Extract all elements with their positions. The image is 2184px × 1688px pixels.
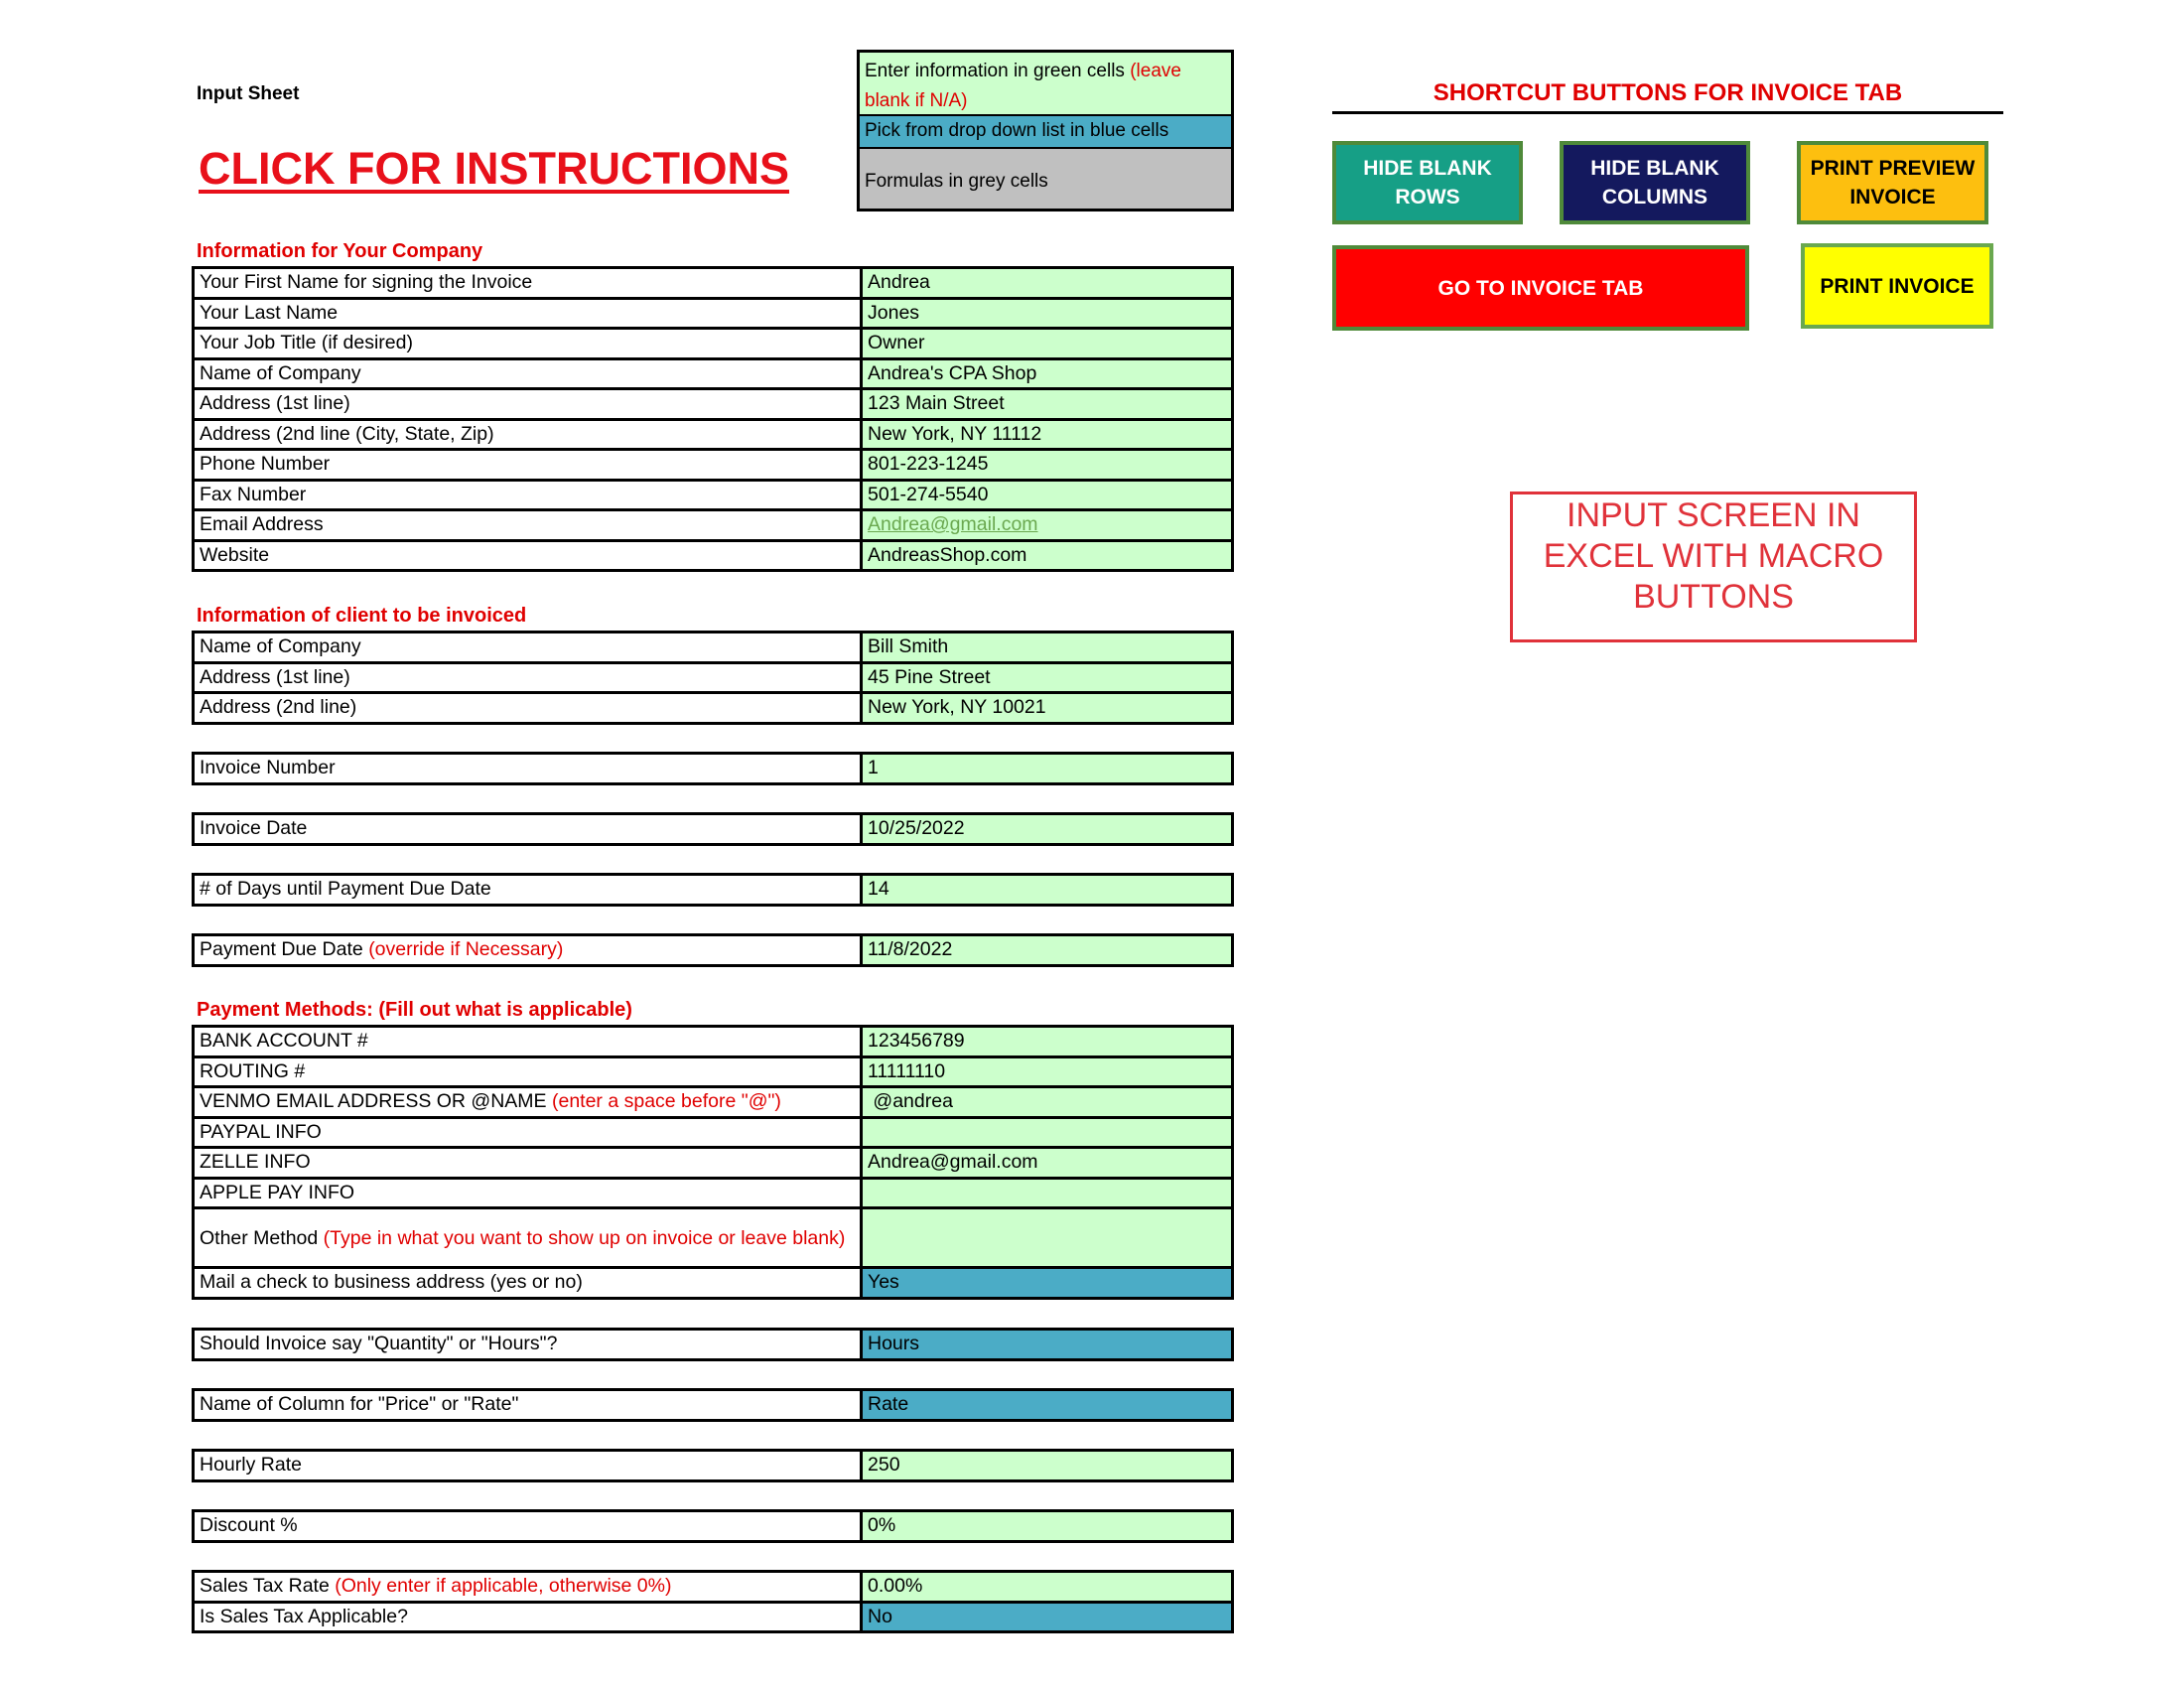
sales-tax-applicable-label: Is Sales Tax Applicable? [194,1602,862,1632]
table-row [194,693,1233,724]
client-info-table [192,631,1234,725]
table-row [194,298,1233,329]
payment-due-date-input[interactable]: 11/8/2022 [862,935,1233,966]
venmo-note: (enter a space before "@") [551,1090,781,1113]
table-row [194,358,1233,389]
client-name-input[interactable]: Bill Smith [862,633,1233,663]
table-row [194,329,1233,359]
bank-account-input[interactable]: 123456789 [862,1027,1233,1057]
table-row [194,450,1233,481]
invoice-number-input[interactable]: 1 [862,754,1233,784]
table-row [194,1390,1233,1421]
table-row [194,1056,1233,1087]
sales-tax-rate-input[interactable]: 0.00% [862,1572,1233,1603]
apple-pay-input[interactable] [862,1178,1233,1208]
table-row [194,1451,1233,1481]
other-method-label-text: Other Method [200,1226,319,1249]
venmo-label-text: VENMO EMAIL ADDRESS OR @NAME [200,1090,547,1113]
company-last-name-input[interactable]: Jones [862,298,1233,329]
other-method-input[interactable] [862,1208,1233,1268]
client-address2-label: Address (2nd line) [194,693,862,724]
annotation-note: INPUT SCREEN IN EXCEL WITH MACRO BUTTONS [1510,492,1917,642]
hourly-rate-table [192,1449,1234,1482]
sales-tax-applicable-select[interactable]: No [862,1602,1233,1632]
company-phone-label: Phone Number [194,450,862,481]
routing-label: ROUTING # [194,1056,862,1087]
company-email-input[interactable]: Andrea@gmail.com [862,510,1233,541]
hourly-rate-label: Hourly Rate [194,1451,862,1481]
quantity-or-hours-label: Should Invoice say "Quantity" or "Hours"? [194,1330,862,1360]
price-or-rate-label: Name of Column for "Price" or "Rate" [194,1390,862,1421]
table-row [194,1602,1233,1632]
company-email-label: Email Address [194,510,862,541]
paypal-input[interactable] [862,1117,1233,1148]
table-row [194,480,1233,510]
hide-blank-columns-button[interactable]: HIDE BLANK COLUMNS [1560,141,1750,224]
payment-methods-table [192,1025,1234,1300]
legend-green-note: (leave blank if N/A) [865,61,1181,111]
legend-green [860,53,1231,116]
venmo-input[interactable]: @andrea [862,1087,1233,1118]
hide-blank-rows-button[interactable]: HIDE BLANK ROWS [1332,141,1523,224]
legend-blue: Pick from drop down list in blue cells [860,116,1231,149]
table-row [194,1208,1233,1268]
table-row [194,268,1233,299]
days-until-due-input[interactable]: 14 [862,875,1233,906]
payment-due-date-label-text: Payment Due Date [200,938,363,961]
company-address2-input[interactable]: New York, NY 11112 [862,419,1233,450]
legend-green-text: Enter information in green cells [865,61,1125,81]
go-to-invoice-tab-button[interactable]: GO TO INVOICE TAB [1332,245,1749,331]
sales-tax-rate-label-text: Sales Tax Rate [200,1575,330,1598]
table-row [194,1027,1233,1057]
sales-tax-rate-note: (Only enter if applicable, otherwise 0%) [335,1575,672,1598]
invoice-date-table [192,812,1234,846]
client-name-label: Name of Company [194,633,862,663]
hourly-rate-input[interactable]: 250 [862,1451,1233,1481]
table-row [194,510,1233,541]
table-row [194,633,1233,663]
table-row [194,875,1233,906]
table-row [194,419,1233,450]
company-section-heading: Information for Your Company [197,240,483,262]
invoice-date-label: Invoice Date [194,814,862,845]
company-address2-label: Address (2nd line (City, State, Zip) [194,419,862,450]
paypal-label: PAYPAL INFO [194,1117,862,1148]
price-or-rate-table [192,1388,1234,1422]
table-row [194,1087,1233,1118]
company-fax-input[interactable]: 501-274-5540 [862,480,1233,510]
company-name-label: Name of Company [194,358,862,389]
company-phone-input[interactable]: 801-223-1245 [862,450,1233,481]
discount-label: Discount % [194,1511,862,1542]
table-row [194,814,1233,845]
instructions-link[interactable]: CLICK FOR INSTRUCTIONS [199,143,789,194]
routing-input[interactable]: 11111110 [862,1056,1233,1087]
table-row [194,1572,1233,1603]
table-row [194,389,1233,420]
quantity-or-hours-table [192,1328,1234,1361]
other-method-label [194,1208,862,1268]
company-info-table [192,266,1234,572]
table-row [194,1268,1233,1299]
client-address1-label: Address (1st line) [194,662,862,693]
mail-check-select[interactable]: Yes [862,1268,1233,1299]
company-address1-label: Address (1st line) [194,389,862,420]
company-first-name-label: Your First Name for signing the Invoice [194,268,862,299]
company-address1-input[interactable]: 123 Main Street [862,389,1233,420]
company-name-input[interactable]: Andrea's CPA Shop [862,358,1233,389]
color-legend [857,50,1234,211]
client-address2-input[interactable]: New York, NY 10021 [862,693,1233,724]
invoice-date-input[interactable]: 10/25/2022 [862,814,1233,845]
sheet-title: Input Sheet [197,83,300,104]
zelle-input[interactable]: Andrea@gmail.com [862,1148,1233,1179]
payment-due-date-table [192,933,1234,967]
company-job-title-input[interactable]: Owner [862,329,1233,359]
table-row [194,1117,1233,1148]
company-last-name-label: Your Last Name [194,298,862,329]
price-or-rate-select[interactable]: Rate [862,1390,1233,1421]
apple-pay-label: APPLE PAY INFO [194,1178,862,1208]
shortcut-divider [1332,111,2003,114]
venmo-label [194,1087,862,1118]
company-first-name-input[interactable]: Andrea [862,268,1233,299]
quantity-or-hours-select[interactable]: Hours [862,1330,1233,1360]
sales-tax-rate-label [194,1572,862,1603]
shortcut-title: SHORTCUT BUTTONS FOR INVOICE TAB [1433,79,1903,106]
table-row [194,754,1233,784]
client-address1-input[interactable]: 45 Pine Street [862,662,1233,693]
zelle-label: ZELLE INFO [194,1148,862,1179]
company-website-input[interactable]: AndreasShop.com [862,540,1233,571]
legend-grey: Formulas in grey cells [860,149,1231,209]
table-row [194,935,1233,966]
company-fax-label: Fax Number [194,480,862,510]
table-row [194,1511,1233,1542]
days-until-due-label: # of Days until Payment Due Date [194,875,862,906]
table-row [194,1330,1233,1360]
table-row [194,540,1233,571]
days-until-due-table [192,873,1234,907]
company-website-label: Website [194,540,862,571]
other-method-note: (Type in what you want to show up on invoice or leave blank) [323,1226,846,1249]
table-row [194,662,1233,693]
table-row [194,1178,1233,1208]
payment-due-date-note: (override if Necessary) [368,938,564,961]
company-job-title-label: Your Job Title (if desired) [194,329,862,359]
print-invoice-button[interactable]: PRINT INVOICE [1801,243,1993,329]
discount-input[interactable]: 0% [862,1511,1233,1542]
table-row [194,1148,1233,1179]
discount-table [192,1509,1234,1543]
sales-tax-table [192,1570,1234,1633]
bank-account-label: BANK ACCOUNT # [194,1027,862,1057]
payment-section-heading: Payment Methods: (Fill out what is applicable) [197,999,632,1021]
mail-check-label: Mail a check to business address (yes or no) [194,1268,862,1299]
client-section-heading: Information of client to be invoiced [197,605,527,627]
invoice-number-table [192,752,1234,785]
print-preview-invoice-button[interactable]: PRINT PREVIEW INVOICE [1797,141,1988,224]
payment-due-date-label [194,935,862,966]
invoice-number-label: Invoice Number [194,754,862,784]
